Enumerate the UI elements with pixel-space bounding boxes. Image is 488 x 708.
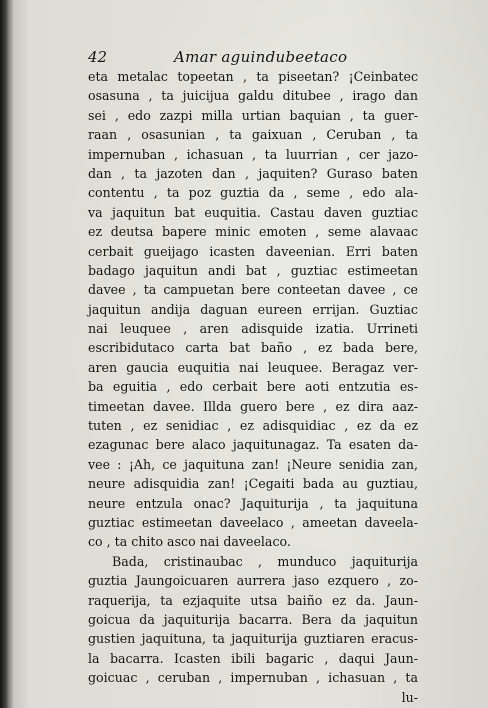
text-line: eta metalac topeetan , ta piseetan? ¡Ceinbatec (88, 69, 418, 84)
text-line: gustien jaquituna, ta jaquiturija guztiaren eracus- (88, 631, 418, 647)
body-text (88, 67, 418, 707)
text-line: goicua da jaquiturija bacarra. Bera da jaquitun (88, 611, 418, 627)
page-number: 42 (88, 48, 108, 66)
text-line: ezagunac bere alaco jaquitunagaz. Ta esaten da- (88, 437, 418, 453)
text-line: neure entzula onac? Jaquiturija , ta jaquituna (88, 495, 418, 511)
text-line: la bacarra. Icasten ibili bagaric , daqui Jaun- (88, 650, 418, 666)
text-line: timeetan davee. Illda guero bere , ez dira aaz- (88, 398, 418, 414)
text-line: ez deutsa bapere minic emoten , seme alavaac (88, 224, 418, 240)
text-line: nai leuquee , aren adisquide izatia. Urrineti (88, 321, 418, 337)
text-line: jaquitun andija daguan eureen errijan. Guztiac (88, 301, 418, 317)
text-line: va jaquitun bat euquitia. Castau daven guztiac (88, 204, 418, 220)
text-line: tuten , ez senidiac , ez adisquidiac , ez da ez (88, 418, 418, 434)
text-line: neure adisquidia zan! ¡Cegaiti bada au guztiau, (88, 476, 418, 492)
text-line: raquerija, ta ezjaquite utsa baiño ez da. Jaun- (88, 592, 418, 608)
text-line: goicuac , ceruban , impernuban , ichasuan , ta (88, 670, 418, 686)
text-line: raan , osasunian , ta gaixuan , Ceruban , ta (88, 127, 418, 143)
text-line: cerbait gueijago icasten daveenian. Erri baten (88, 243, 418, 259)
text-line: vee : ¡Ah, ce jaquituna zan! ¡Neure senidia zan, (88, 456, 418, 472)
page-header (88, 48, 428, 68)
text-line: impernuban , ichasuan , ta luurrian , cer jazo- (88, 146, 418, 162)
text-line: badago jaquitun andi bat , guztiac estimeetan (88, 262, 418, 278)
text-line: ba eguitia , edo cerbait bere aoti entzutia es- (88, 379, 418, 395)
text-line: guztiac estimeetan daveelaco , ameetan daveela- (88, 514, 418, 530)
text-line: contentu , ta poz guztia da , seme , edo ala- (88, 185, 418, 201)
running-title: Amar aguindubeetaco (174, 48, 348, 66)
text-line: aren gaucia euquitia nai leuquee. Beragaz ver- (88, 359, 418, 375)
catchword: lu- (401, 689, 418, 705)
paragraph-first-line: Bada, cristinaubac , munduco jaquiturija (112, 553, 418, 569)
text-line: escribidutaco carta bat baño , ez bada bere, (88, 340, 418, 356)
text-line: dan , ta jazoten dan , jaquiten? Guraso baten (88, 165, 418, 181)
text-line: sei , edo zazpi milla urtian baquian , ta guer- (88, 107, 418, 123)
text-line: davee , ta campuetan bere conteetan davee , ce (88, 282, 418, 298)
text-line: osasuna , ta juicijua galdu ditubee , irago dan (88, 88, 418, 104)
text-line: guztia Jaungoicuaren aurrera jaso ezquero , zo- (88, 573, 418, 589)
binding-shadow (0, 0, 8, 708)
text-line: co , ta chito asco nai daveelaco. (88, 534, 291, 550)
